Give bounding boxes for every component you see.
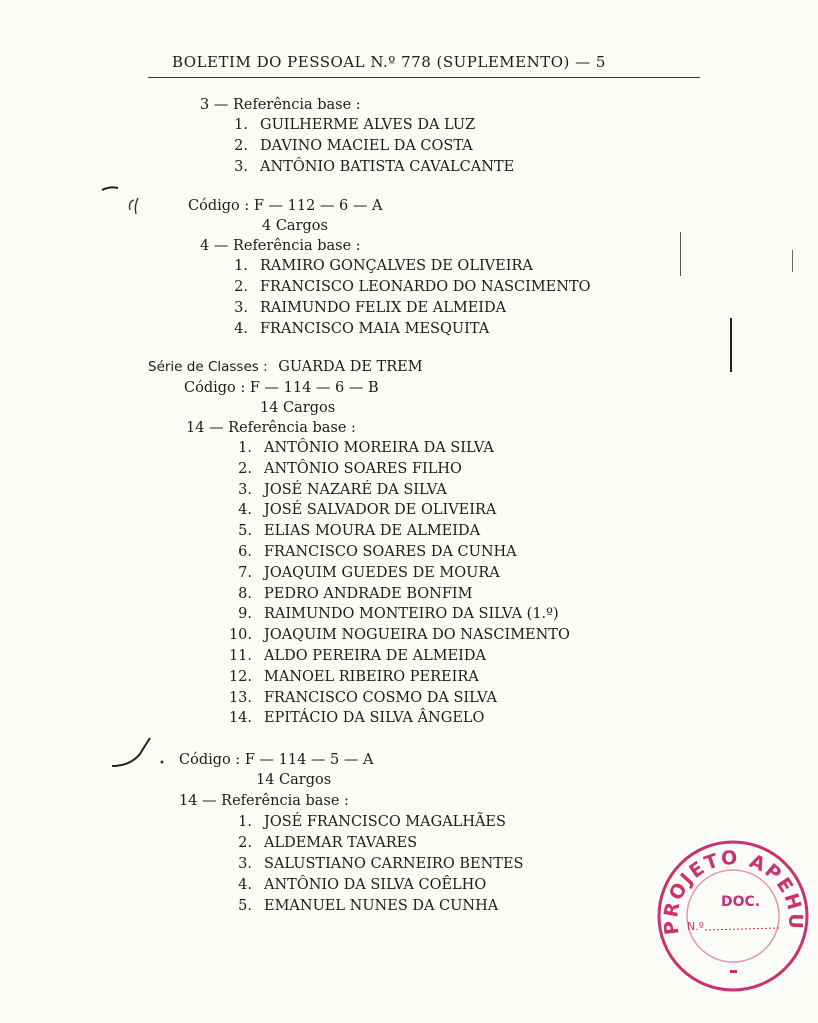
margin-pen-mark	[100, 180, 160, 230]
item-number: 4.	[238, 877, 252, 893]
list-item	[222, 813, 506, 831]
ref-label: 4 — Referência base :	[200, 238, 361, 254]
series-line	[148, 358, 423, 376]
list-item	[222, 501, 496, 519]
item-number: 7.	[238, 564, 252, 581]
series-label: Série de Classes :	[148, 359, 268, 375]
ref-label: 14 — Referência base :	[186, 420, 356, 436]
item-number: 1.	[238, 814, 252, 830]
person-name: JOSÉ SALVADOR DE OLIVEIRA	[264, 502, 497, 519]
item-number: 6.	[238, 544, 252, 560]
svg-text:PROJETO APEHU	[660, 847, 807, 936]
list-item	[222, 564, 500, 582]
page-header: BOLETIM DO PESSOAL N.º 778 (SUPLEMENTO) — 5	[172, 53, 606, 71]
margin-line	[730, 318, 732, 372]
list-item	[222, 834, 417, 852]
stamp-ring-text: PROJETO APEHU	[659, 846, 807, 936]
stamp-doc-label: DOC.	[721, 894, 761, 910]
list-item	[222, 855, 523, 873]
list-item	[222, 460, 462, 478]
margin-line	[792, 250, 793, 272]
person-name: FRANCISCO LEONARDO DO NASCIMENTO	[260, 279, 591, 295]
list-item	[222, 647, 486, 665]
item-number: 8.	[238, 585, 252, 602]
list-item	[222, 689, 497, 707]
person-name: EPITÁCIO DA SILVA ÂNGELO	[264, 710, 485, 727]
list-item	[222, 897, 498, 915]
person-name: GUILHERME ALVES DA LUZ	[260, 117, 476, 133]
ref-label: 3 — Referência base :	[200, 97, 361, 113]
item-number: 1.	[234, 258, 248, 274]
person-name: ANTÔNIO MOREIRA DA SILVA	[264, 440, 494, 456]
item-number: 1.	[234, 117, 248, 133]
apehu-stamp	[655, 838, 811, 994]
header-rule	[148, 77, 700, 78]
person-name: ALDEMAR TAVARES	[264, 835, 418, 851]
person-name: FRANCISCO SOARES DA CUNHA	[264, 544, 517, 560]
person-name: ANTÔNIO SOARES FILHO	[264, 460, 462, 477]
person-name: ELIAS MOURA DE ALMEIDA	[264, 523, 481, 540]
person-name: MANOEL RIBEIRO PEREIRA	[264, 668, 479, 685]
series-value: GUARDA DE TREM	[278, 359, 423, 375]
item-number: 14.	[228, 710, 252, 727]
list-item	[222, 709, 484, 727]
person-name: PEDRO ANDRADE BONFIM	[264, 585, 473, 602]
person-name: RAIMUNDO MONTEIRO DA SILVA (1.º)	[264, 606, 559, 623]
list-item	[222, 876, 486, 894]
item-number: 3.	[234, 300, 248, 316]
person-name: JOSÉ FRANCISCO MAGALHÃES	[264, 814, 506, 830]
item-number: 2.	[234, 138, 248, 154]
list-item	[222, 439, 494, 457]
list-item	[222, 585, 473, 603]
person-name: FRANCISCO COSMO DA SILVA	[264, 689, 497, 706]
item-number: 3.	[238, 481, 252, 498]
person-name: FRANCISCO MAIA MESQUITA	[260, 321, 490, 337]
item-number: 3.	[238, 856, 252, 872]
cargos-line: 14 Cargos	[256, 772, 332, 788]
item-number: 4.	[238, 502, 252, 519]
item-number: 9.	[238, 606, 252, 623]
person-name: JOSÉ NAZARÉ DA SILVA	[264, 481, 447, 498]
item-number: 2.	[238, 460, 252, 477]
item-number: 1.	[238, 440, 252, 456]
list-item	[218, 278, 591, 296]
code-line: Código : F — 114 — 5 — A	[179, 752, 374, 768]
list-item	[218, 158, 514, 176]
list-item	[218, 116, 475, 134]
item-number: 5.	[238, 523, 252, 540]
list-item	[218, 320, 489, 338]
stamp-number-label: N.º	[687, 920, 704, 933]
ref-label: 14 — Referência base :	[179, 793, 349, 809]
item-number: 10.	[228, 627, 252, 644]
list-item	[218, 299, 506, 317]
person-name: EMANUEL NUNES DA CUNHA	[264, 898, 499, 914]
item-number: 2.	[238, 835, 252, 851]
code-line: Código : F — 112 — 6 — A	[188, 198, 383, 214]
person-name: DAVINO MACIEL DA COSTA	[260, 138, 473, 154]
list-item	[222, 522, 480, 540]
list-item	[222, 626, 570, 644]
list-item	[222, 543, 517, 561]
item-number: 5.	[238, 898, 252, 914]
person-name: ALDO PEREIRA DE ALMEIDA	[264, 648, 486, 664]
list-item	[222, 605, 559, 623]
item-number: 11.	[228, 648, 252, 664]
person-name: RAMIRO GONÇALVES DE OLIVEIRA	[260, 258, 533, 274]
list-item	[218, 137, 473, 155]
list-item	[222, 668, 479, 686]
cargos-line: 14 Cargos	[260, 400, 336, 416]
item-number: 2.	[234, 279, 248, 295]
cargos-line: 4 Cargos	[262, 218, 328, 234]
item-number: 3.	[234, 159, 248, 175]
item-number: 13.	[228, 689, 252, 706]
person-name: SALUSTIANO CARNEIRO BENTES	[264, 856, 524, 872]
person-name: JOAQUIM GUEDES DE MOURA	[264, 564, 500, 581]
person-name: JOAQUIM NOGUEIRA DO NASCIMENTO	[264, 627, 570, 644]
margin-check-mark	[110, 730, 170, 780]
list-item	[218, 257, 533, 275]
item-number: 12.	[228, 668, 252, 685]
list-item	[222, 481, 447, 499]
code-line: Código : F — 114 — 6 — B	[184, 380, 379, 396]
item-number: 4.	[234, 321, 248, 337]
person-name: ANTÔNIO BATISTA CAVALCANTE	[260, 159, 515, 175]
margin-line	[680, 232, 681, 276]
person-name: ANTÔNIO DA SILVA COÊLHO	[264, 877, 487, 893]
person-name: RAIMUNDO FELIX DE ALMEIDA	[260, 300, 507, 316]
